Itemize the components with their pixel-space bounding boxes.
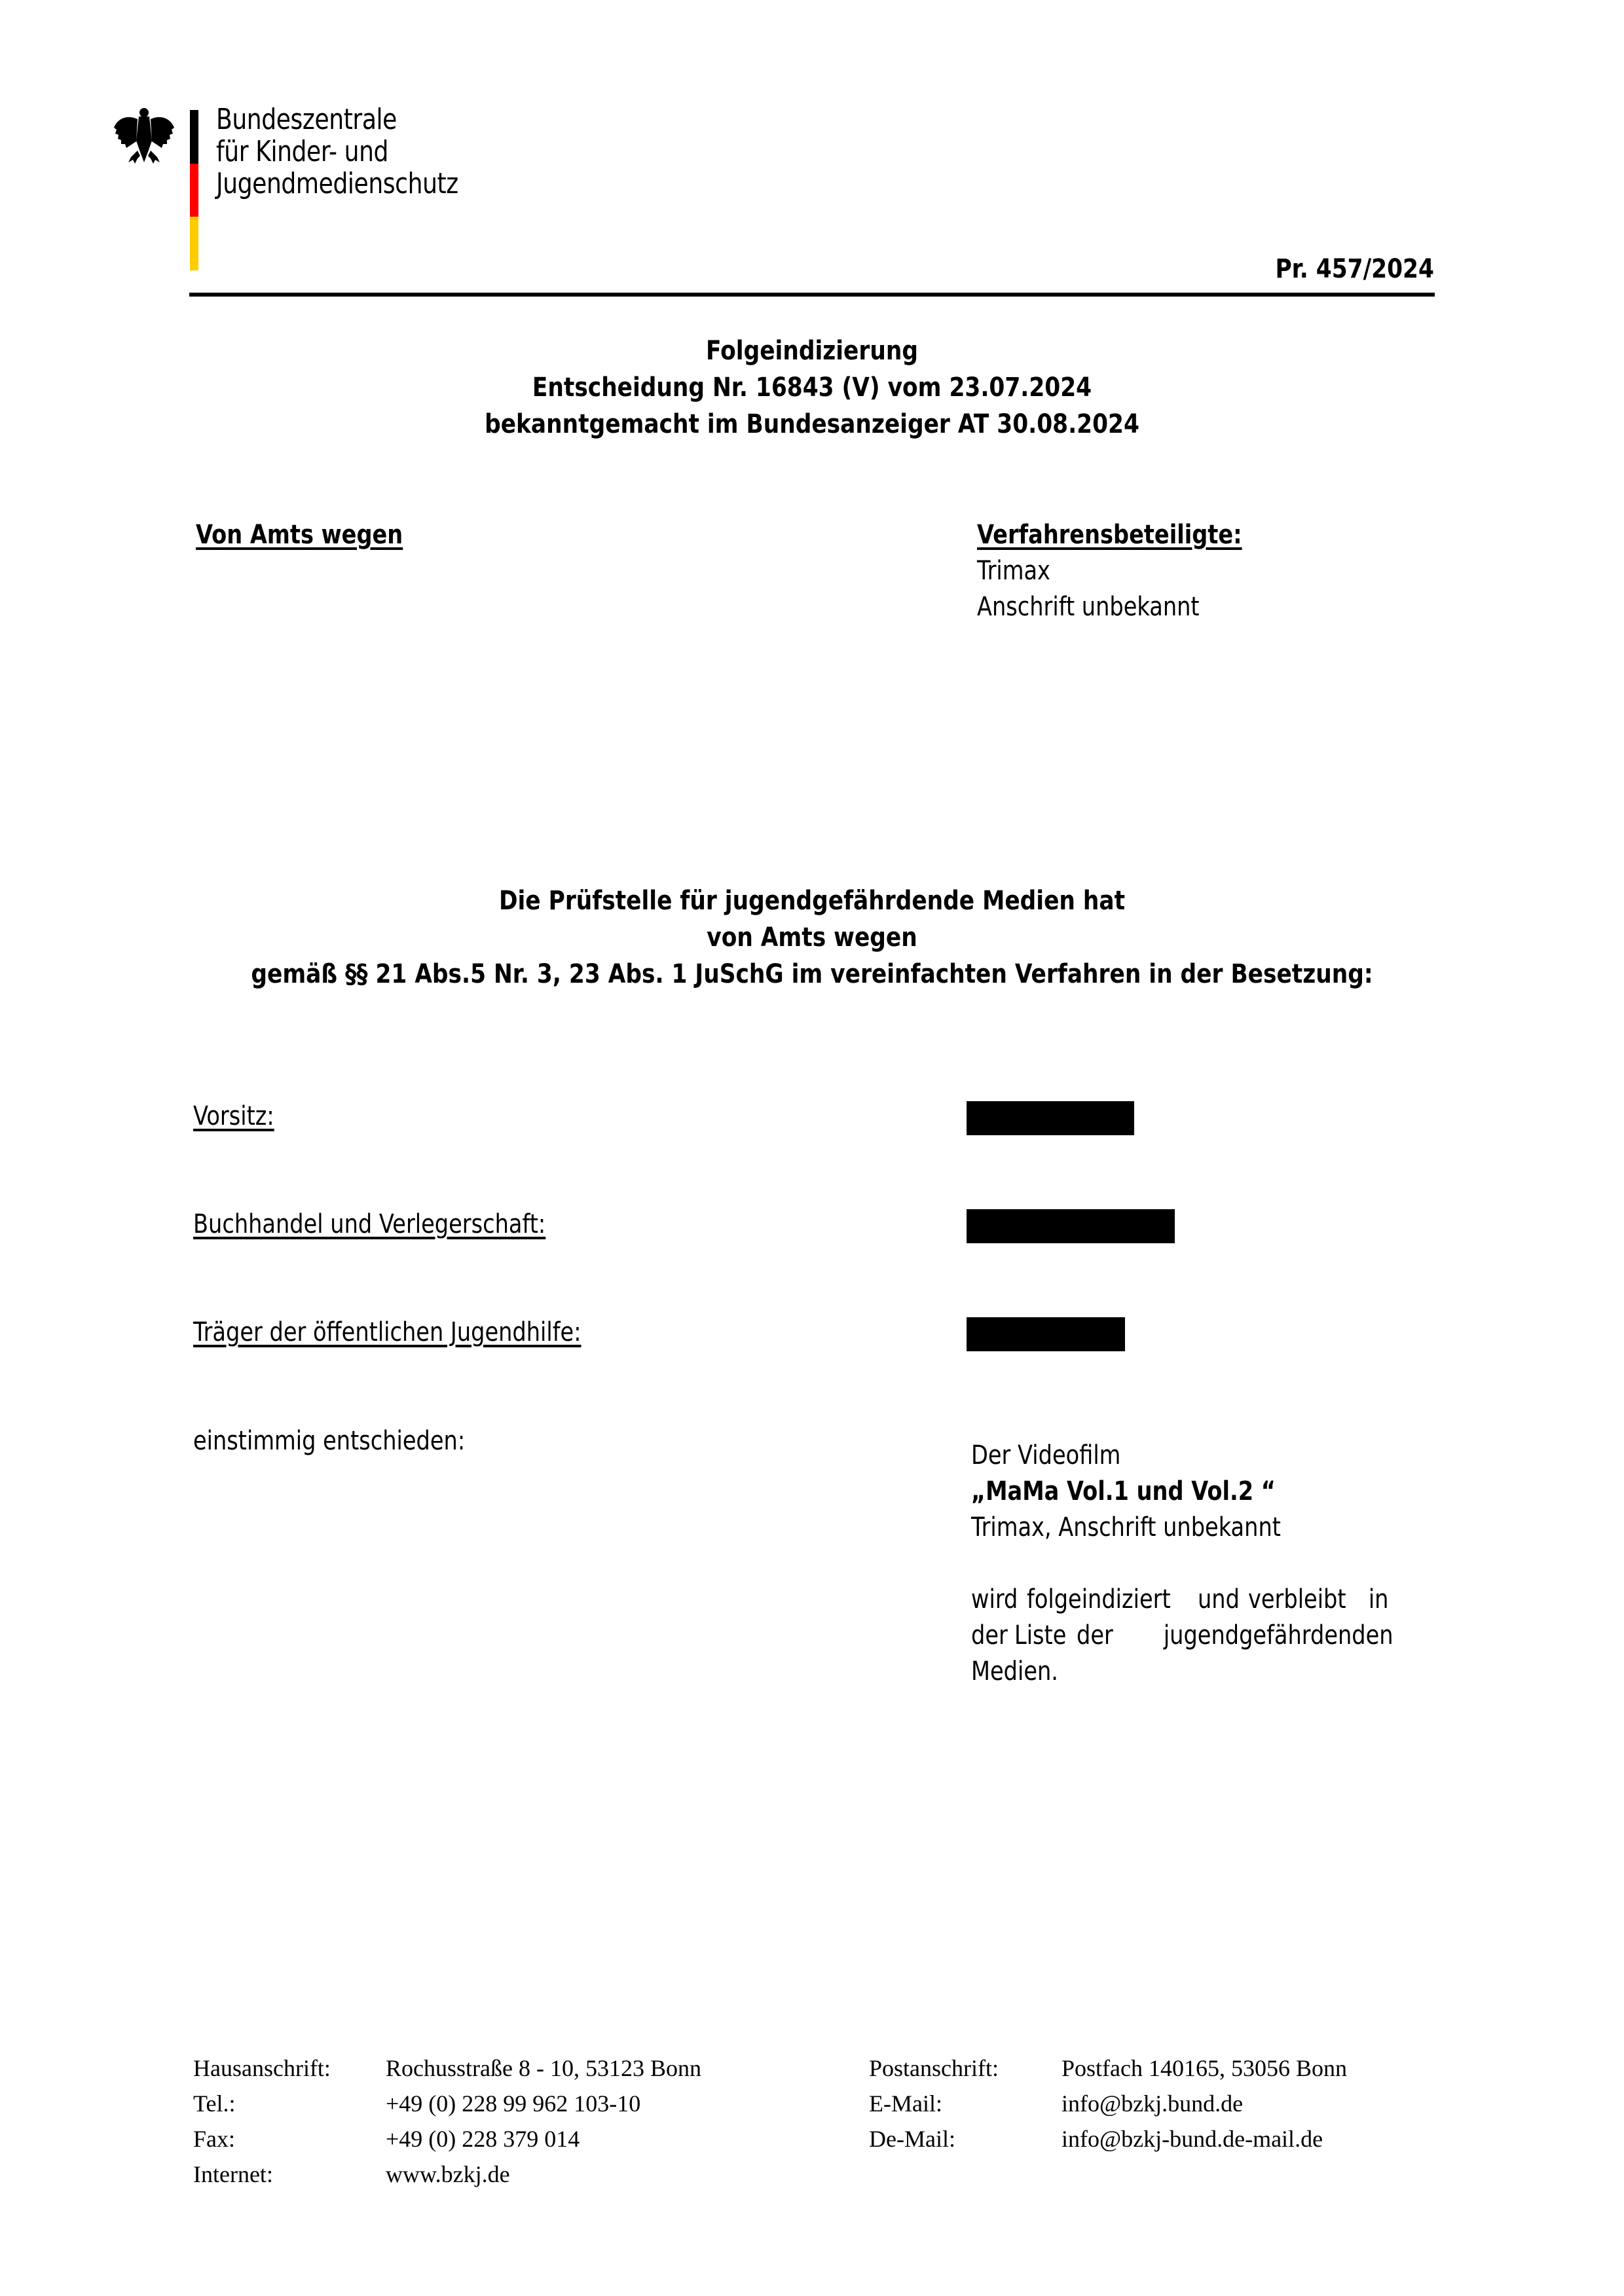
- reference-number: Pr. 457/2024: [1275, 254, 1434, 284]
- footer-contact-left: [193, 2050, 701, 2192]
- logo-line: Jugendmedienschutz: [216, 167, 458, 200]
- panel-role-book-trade: Buchhandel und Verlegerschaft:: [193, 1209, 546, 1239]
- organization-logo-text: [216, 103, 458, 200]
- authority-line: gemäß §§ 21 Abs.5 Nr. 3, 23 Abs. 1 JuSchG im vereinfachten Verfahren in der Besetzung:: [251, 959, 1373, 989]
- procedure-heading: Von Amts wegen: [196, 520, 403, 550]
- footer-row-postal-address: Postanschrift: Postfach 140165, 53056 Bonn: [869, 2055, 1347, 2081]
- ruling-line: Medien.: [971, 1656, 1058, 1686]
- federal-eagle-icon: [111, 105, 177, 167]
- redacted-name-youth-welfare: [967, 1317, 1125, 1351]
- footer-row-email: E-Mail: info@bzkj.bund.de: [869, 2086, 1347, 2121]
- title-line: Entscheidung Nr. 16843 (V) vom 23.07.2024: [532, 373, 1092, 403]
- footer-contact-right: [869, 2050, 1347, 2157]
- logo-line: für Kinder- und: [216, 135, 389, 168]
- decision-title: [0, 333, 1624, 443]
- footer-row-de-mail: De-Mail: info@bzkj-bund.de-mail.de: [869, 2121, 1347, 2157]
- parties-heading: Verfahrensbeteiligte:: [977, 520, 1242, 550]
- redacted-name-book-trade: [967, 1209, 1175, 1243]
- media-publisher: Trimax, Anschrift unbekannt: [971, 1512, 1281, 1542]
- email-link[interactable]: info@bzkj.bund.de: [1061, 2090, 1244, 2117]
- panel-role-youth-welfare: Träger der öffentlichen Jugendhilfe:: [193, 1317, 581, 1347]
- german-flag-bar: [190, 110, 198, 270]
- decision-label: einstimmig entschieden:: [193, 1426, 466, 1456]
- ruling-line: wird folgeindiziert und verbleibt in: [971, 1584, 1389, 1614]
- party-name: Trimax: [977, 556, 1050, 586]
- website-link[interactable]: www.bzkj.de: [386, 2161, 510, 2187]
- authority-statement: [0, 883, 1624, 993]
- authority-line: von Amts wegen: [707, 922, 917, 953]
- media-type: Der Videofilm: [971, 1440, 1121, 1470]
- media-title: „MaMa Vol.1 und Vol.2 “: [971, 1476, 1276, 1506]
- ruling-line: der Liste der jugendgefährdenden: [971, 1620, 1394, 1650]
- footer-row-fax: Fax: +49 (0) 228 379 014: [193, 2126, 580, 2152]
- authority-line: Die Prüfstelle für jugendgefährdende Medien hat: [498, 886, 1126, 916]
- redacted-name-chair: [967, 1101, 1134, 1135]
- title-line: Folgeindizierung: [706, 336, 918, 366]
- footer-row-street-address: Hausanschrift: Rochusstraße 8 - 10, 53123 Bonn: [193, 2055, 701, 2081]
- logo-line: Bundeszentrale: [216, 103, 397, 136]
- parties-block: [977, 517, 1242, 625]
- header-divider: [189, 293, 1435, 297]
- decision-block: [971, 1438, 1394, 1690]
- de-mail-link[interactable]: info@bzkj-bund.de-mail.de: [1061, 2126, 1323, 2152]
- title-line: bekanntgemacht im Bundesanzeiger AT 30.08.2024: [485, 409, 1139, 439]
- footer-row-website: Internet: www.bzkj.de: [193, 2157, 701, 2192]
- party-address: Anschrift unbekannt: [977, 592, 1200, 622]
- panel-role-chair: Vorsitz:: [193, 1101, 274, 1131]
- footer-row-phone: Tel.: +49 (0) 228 99 962 103-10: [193, 2090, 641, 2117]
